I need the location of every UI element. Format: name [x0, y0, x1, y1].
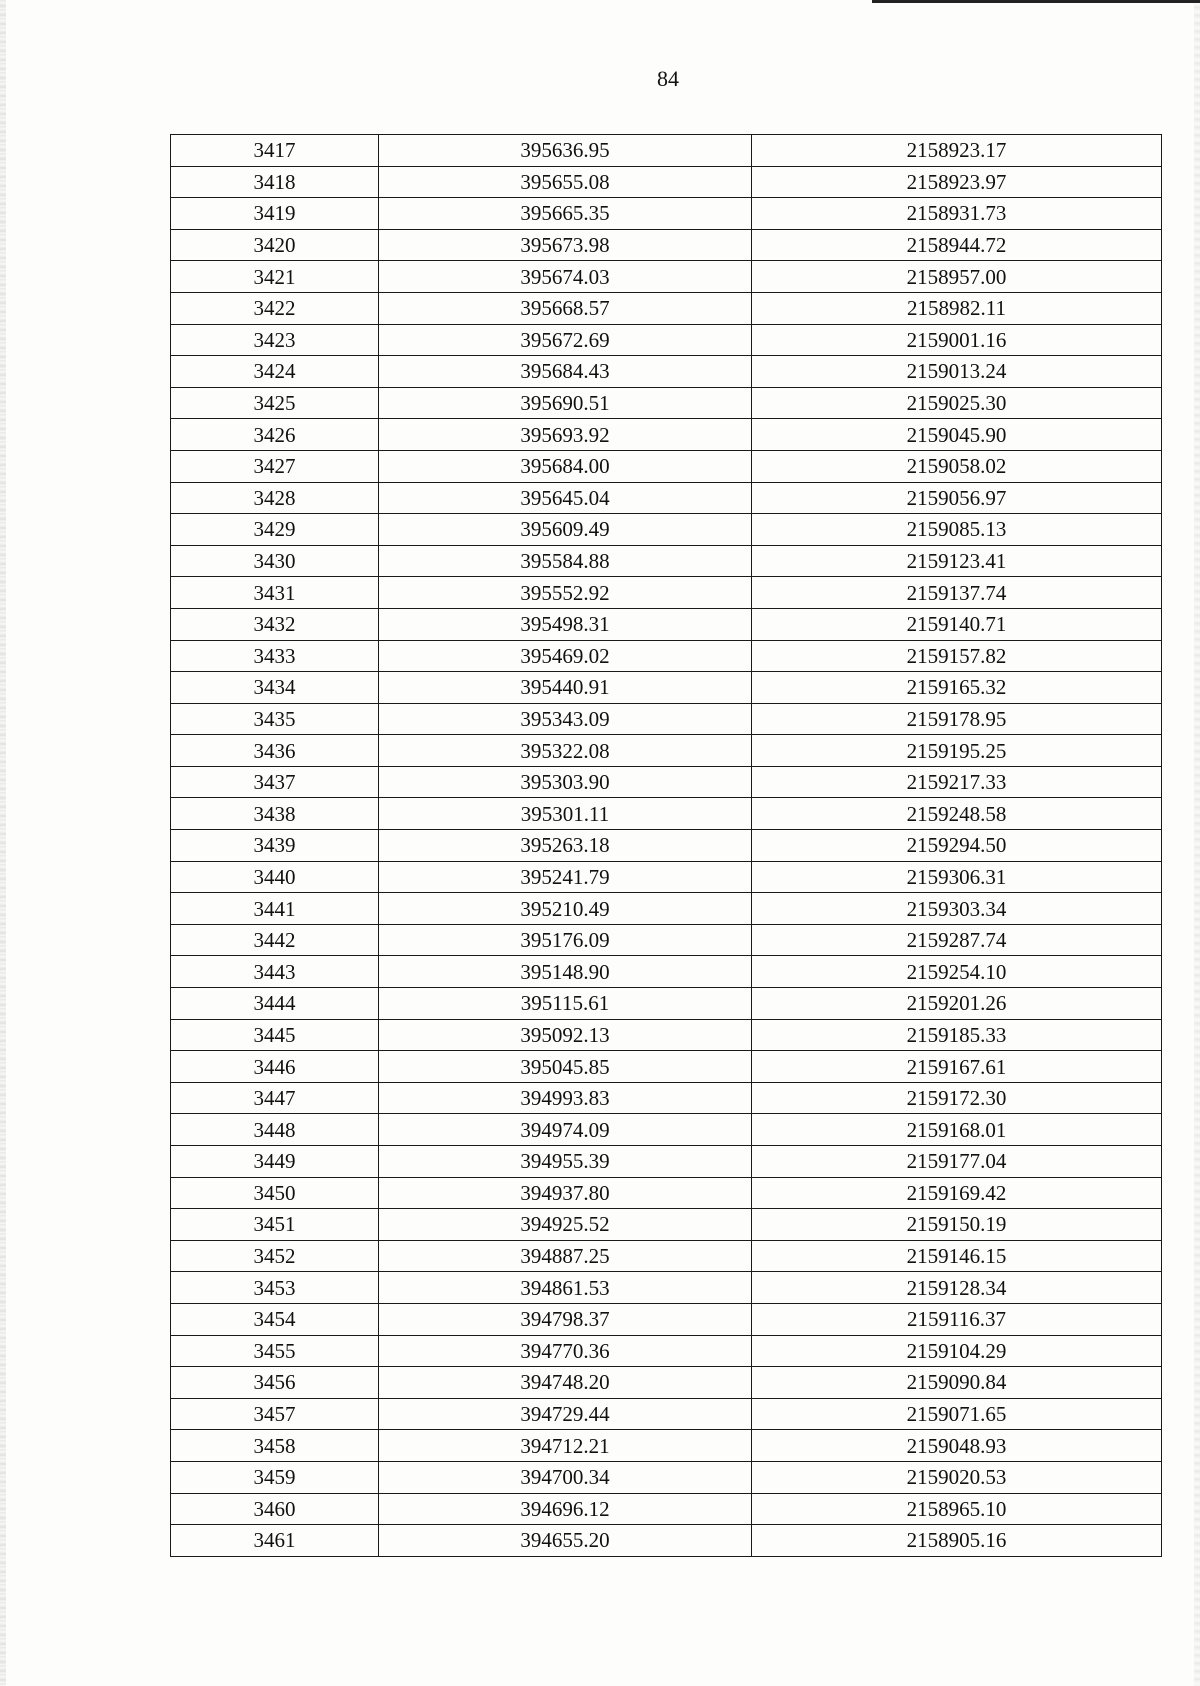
table-row: [171, 514, 1162, 546]
table-row: [171, 1082, 1162, 1114]
x-coordinate-cell: 395469.02: [379, 640, 752, 672]
point-id-cell: 3432: [171, 608, 379, 640]
y-coordinate-cell: 2158944.72: [752, 229, 1162, 261]
table-row: [171, 1367, 1162, 1399]
x-coordinate-cell: 395263.18: [379, 830, 752, 862]
x-coordinate-cell: 394955.39: [379, 1146, 752, 1178]
x-coordinate-cell: 394729.44: [379, 1398, 752, 1430]
y-coordinate-cell: 2159287.74: [752, 924, 1162, 956]
table-row: [171, 703, 1162, 735]
table-row: [171, 356, 1162, 388]
point-id-cell: 3438: [171, 798, 379, 830]
table-row: [171, 135, 1162, 167]
table-row: [171, 1051, 1162, 1083]
y-coordinate-cell: 2159058.02: [752, 450, 1162, 482]
x-coordinate-cell: 395693.92: [379, 419, 752, 451]
point-id-cell: 3452: [171, 1240, 379, 1272]
y-coordinate-cell: 2159090.84: [752, 1367, 1162, 1399]
point-id-cell: 3439: [171, 830, 379, 862]
y-coordinate-cell: 2159025.30: [752, 387, 1162, 419]
x-coordinate-cell: 395176.09: [379, 924, 752, 956]
x-coordinate-cell: 395668.57: [379, 292, 752, 324]
x-coordinate-cell: 395045.85: [379, 1051, 752, 1083]
point-id-cell: 3429: [171, 514, 379, 546]
y-coordinate-cell: 2158931.73: [752, 198, 1162, 230]
x-coordinate-cell: 394655.20: [379, 1525, 752, 1557]
x-coordinate-cell: 395301.11: [379, 798, 752, 830]
point-id-cell: 3444: [171, 988, 379, 1020]
y-coordinate-cell: 2159294.50: [752, 830, 1162, 862]
coordinate-table: [170, 134, 1162, 1557]
point-id-cell: 3425: [171, 387, 379, 419]
coordinate-table-body: [171, 135, 1162, 1557]
x-coordinate-cell: 395584.88: [379, 545, 752, 577]
point-id-cell: 3417: [171, 135, 379, 167]
y-coordinate-cell: 2159013.24: [752, 356, 1162, 388]
point-id-cell: 3427: [171, 450, 379, 482]
table-row: [171, 1525, 1162, 1557]
x-coordinate-cell: 395655.08: [379, 166, 752, 198]
table-row: [171, 608, 1162, 640]
point-id-cell: 3458: [171, 1430, 379, 1462]
x-coordinate-cell: 395665.35: [379, 198, 752, 230]
y-coordinate-cell: 2159177.04: [752, 1146, 1162, 1178]
y-coordinate-cell: 2159168.01: [752, 1114, 1162, 1146]
table-row: [171, 261, 1162, 293]
table-row: [171, 798, 1162, 830]
point-id-cell: 3454: [171, 1303, 379, 1335]
x-coordinate-cell: 394937.80: [379, 1177, 752, 1209]
page-number-text: 84: [657, 66, 679, 91]
x-coordinate-cell: 395672.69: [379, 324, 752, 356]
table-row: [171, 1146, 1162, 1178]
coordinate-table-wrapper: [170, 134, 1161, 1557]
table-row: [171, 830, 1162, 862]
point-id-cell: 3421: [171, 261, 379, 293]
point-id-cell: 3443: [171, 956, 379, 988]
y-coordinate-cell: 2159137.74: [752, 577, 1162, 609]
table-row: [171, 735, 1162, 767]
point-id-cell: 3447: [171, 1082, 379, 1114]
table-row: [171, 861, 1162, 893]
table-row: [171, 1240, 1162, 1272]
point-id-cell: 3434: [171, 672, 379, 704]
point-id-cell: 3435: [171, 703, 379, 735]
x-coordinate-cell: 395552.92: [379, 577, 752, 609]
x-coordinate-cell: 395115.61: [379, 988, 752, 1020]
y-coordinate-cell: 2159146.15: [752, 1240, 1162, 1272]
point-id-cell: 3424: [171, 356, 379, 388]
x-coordinate-cell: 394798.37: [379, 1303, 752, 1335]
y-coordinate-cell: 2159172.30: [752, 1082, 1162, 1114]
point-id-cell: 3437: [171, 766, 379, 798]
y-coordinate-cell: 2159085.13: [752, 514, 1162, 546]
x-coordinate-cell: 395636.95: [379, 135, 752, 167]
y-coordinate-cell: 2159167.61: [752, 1051, 1162, 1083]
point-id-cell: 3460: [171, 1493, 379, 1525]
point-id-cell: 3456: [171, 1367, 379, 1399]
table-row: [171, 1303, 1162, 1335]
point-id-cell: 3431: [171, 577, 379, 609]
y-coordinate-cell: 2158905.16: [752, 1525, 1162, 1557]
x-coordinate-cell: 395684.00: [379, 450, 752, 482]
x-coordinate-cell: 395498.31: [379, 608, 752, 640]
table-row: [171, 956, 1162, 988]
y-coordinate-cell: 2159254.10: [752, 956, 1162, 988]
y-coordinate-cell: 2159248.58: [752, 798, 1162, 830]
y-coordinate-cell: 2159185.33: [752, 1019, 1162, 1051]
page-number: [0, 66, 1200, 92]
y-coordinate-cell: 2159045.90: [752, 419, 1162, 451]
point-id-cell: 3419: [171, 198, 379, 230]
x-coordinate-cell: 394748.20: [379, 1367, 752, 1399]
y-coordinate-cell: 2158965.10: [752, 1493, 1162, 1525]
point-id-cell: 3449: [171, 1146, 379, 1178]
y-coordinate-cell: 2159303.34: [752, 893, 1162, 925]
y-coordinate-cell: 2159116.37: [752, 1303, 1162, 1335]
table-row: [171, 766, 1162, 798]
table-row: [171, 1177, 1162, 1209]
x-coordinate-cell: 394887.25: [379, 1240, 752, 1272]
y-coordinate-cell: 2159020.53: [752, 1461, 1162, 1493]
table-row: [171, 387, 1162, 419]
y-coordinate-cell: 2159140.71: [752, 608, 1162, 640]
point-id-cell: 3426: [171, 419, 379, 451]
x-coordinate-cell: 395673.98: [379, 229, 752, 261]
table-row: [171, 1019, 1162, 1051]
x-coordinate-cell: 394861.53: [379, 1272, 752, 1304]
point-id-cell: 3436: [171, 735, 379, 767]
scan-edge-right: [1194, 0, 1200, 1686]
x-coordinate-cell: 395684.43: [379, 356, 752, 388]
y-coordinate-cell: 2159123.41: [752, 545, 1162, 577]
y-coordinate-cell: 2159195.25: [752, 735, 1162, 767]
table-row: [171, 545, 1162, 577]
point-id-cell: 3451: [171, 1209, 379, 1241]
scan-edge-left: [0, 0, 6, 1686]
point-id-cell: 3459: [171, 1461, 379, 1493]
x-coordinate-cell: 395092.13: [379, 1019, 752, 1051]
y-coordinate-cell: 2159128.34: [752, 1272, 1162, 1304]
point-id-cell: 3453: [171, 1272, 379, 1304]
x-coordinate-cell: 395241.79: [379, 861, 752, 893]
y-coordinate-cell: 2159169.42: [752, 1177, 1162, 1209]
table-row: [171, 1335, 1162, 1367]
x-coordinate-cell: 395210.49: [379, 893, 752, 925]
x-coordinate-cell: 395609.49: [379, 514, 752, 546]
table-row: [171, 419, 1162, 451]
point-id-cell: 3445: [171, 1019, 379, 1051]
y-coordinate-cell: 2159071.65: [752, 1398, 1162, 1430]
table-row: [171, 1430, 1162, 1462]
y-coordinate-cell: 2159201.26: [752, 988, 1162, 1020]
table-row: [171, 924, 1162, 956]
table-row: [171, 988, 1162, 1020]
table-row: [171, 198, 1162, 230]
x-coordinate-cell: 394712.21: [379, 1430, 752, 1462]
x-coordinate-cell: 395322.08: [379, 735, 752, 767]
x-coordinate-cell: 395303.90: [379, 766, 752, 798]
point-id-cell: 3457: [171, 1398, 379, 1430]
point-id-cell: 3433: [171, 640, 379, 672]
x-coordinate-cell: 394993.83: [379, 1082, 752, 1114]
x-coordinate-cell: 394974.09: [379, 1114, 752, 1146]
x-coordinate-cell: 394700.34: [379, 1461, 752, 1493]
table-row: [171, 1461, 1162, 1493]
table-row: [171, 324, 1162, 356]
x-coordinate-cell: 395645.04: [379, 482, 752, 514]
point-id-cell: 3450: [171, 1177, 379, 1209]
y-coordinate-cell: 2158982.11: [752, 292, 1162, 324]
point-id-cell: 3428: [171, 482, 379, 514]
y-coordinate-cell: 2158957.00: [752, 261, 1162, 293]
table-row: [171, 450, 1162, 482]
y-coordinate-cell: 2159217.33: [752, 766, 1162, 798]
x-coordinate-cell: 394696.12: [379, 1493, 752, 1525]
point-id-cell: 3461: [171, 1525, 379, 1557]
x-coordinate-cell: 394770.36: [379, 1335, 752, 1367]
point-id-cell: 3422: [171, 292, 379, 324]
point-id-cell: 3455: [171, 1335, 379, 1367]
table-row: [171, 672, 1162, 704]
table-row: [171, 1493, 1162, 1525]
point-id-cell: 3446: [171, 1051, 379, 1083]
y-coordinate-cell: 2159306.31: [752, 861, 1162, 893]
y-coordinate-cell: 2159104.29: [752, 1335, 1162, 1367]
point-id-cell: 3448: [171, 1114, 379, 1146]
table-row: [171, 1272, 1162, 1304]
table-row: [171, 1114, 1162, 1146]
point-id-cell: 3441: [171, 893, 379, 925]
y-coordinate-cell: 2159165.32: [752, 672, 1162, 704]
point-id-cell: 3430: [171, 545, 379, 577]
point-id-cell: 3440: [171, 861, 379, 893]
table-row: [171, 577, 1162, 609]
y-coordinate-cell: 2159048.93: [752, 1430, 1162, 1462]
y-coordinate-cell: 2159150.19: [752, 1209, 1162, 1241]
point-id-cell: 3423: [171, 324, 379, 356]
point-id-cell: 3442: [171, 924, 379, 956]
y-coordinate-cell: 2159178.95: [752, 703, 1162, 735]
table-row: [171, 166, 1162, 198]
table-row: [171, 640, 1162, 672]
x-coordinate-cell: 395343.09: [379, 703, 752, 735]
y-coordinate-cell: 2158923.17: [752, 135, 1162, 167]
x-coordinate-cell: 395674.03: [379, 261, 752, 293]
top-rule: [872, 0, 1200, 3]
x-coordinate-cell: 394925.52: [379, 1209, 752, 1241]
point-id-cell: 3418: [171, 166, 379, 198]
table-row: [171, 1398, 1162, 1430]
table-row: [171, 292, 1162, 324]
table-row: [171, 482, 1162, 514]
y-coordinate-cell: 2158923.97: [752, 166, 1162, 198]
table-row: [171, 1209, 1162, 1241]
point-id-cell: 3420: [171, 229, 379, 261]
x-coordinate-cell: 395440.91: [379, 672, 752, 704]
y-coordinate-cell: 2159157.82: [752, 640, 1162, 672]
table-row: [171, 893, 1162, 925]
y-coordinate-cell: 2159001.16: [752, 324, 1162, 356]
x-coordinate-cell: 395690.51: [379, 387, 752, 419]
y-coordinate-cell: 2159056.97: [752, 482, 1162, 514]
table-row: [171, 229, 1162, 261]
x-coordinate-cell: 395148.90: [379, 956, 752, 988]
